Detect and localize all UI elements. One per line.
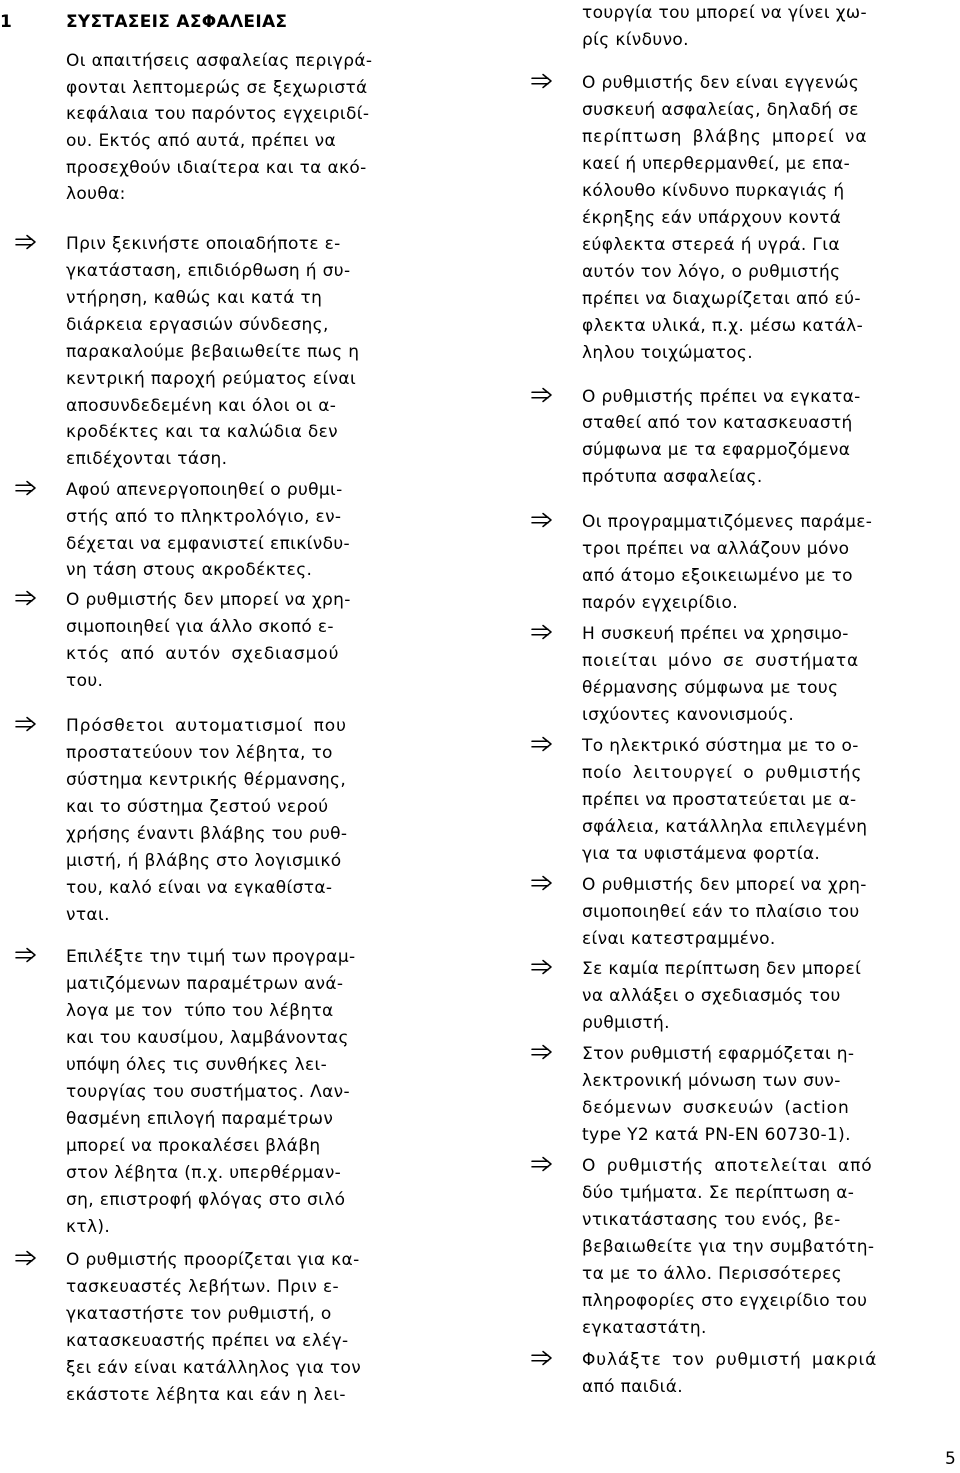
text-line: Ο ρυθμιστής δεν μπορεί να χρη- (582, 875, 867, 895)
text-line: σιμοποιηθεί εάν το πλαίσιο του (582, 902, 860, 922)
text-line: κτλ). (66, 1217, 111, 1237)
text-line: Πριν ξεκινήστε οποιαδήποτε ε- (66, 234, 341, 254)
text-line: Επιλέξτε την τιμή των προγραμ- (66, 947, 356, 967)
text-line: ση, επιστροφή φλόγας στο σιλό (66, 1190, 346, 1210)
text-line: γκατάσταση, επιδιόρθωση ή συ- (66, 261, 351, 281)
text-line: κατασκευαστής πρέπει να ελέγ- (66, 1331, 349, 1351)
text-line: ντήρηση, καθώς και κατά τη (66, 288, 323, 308)
double-arrow-right-icon (531, 1155, 555, 1173)
text-line: πρέπει να προστατεύεται με α- (582, 790, 857, 810)
text-line: και του καυσίμου, λαμβάνοντας (66, 1028, 349, 1048)
text-line: φλεκτα υλικά, π.χ. μέσω κατάλ- (582, 316, 864, 336)
double-arrow-right-icon (15, 946, 39, 964)
text-line: ου. Εκτός από αυτά, πρέπει να (66, 131, 337, 151)
double-arrow-right-icon (15, 1249, 39, 1267)
text-line: σύμφωνα με τα εφαρμοζόμενα (582, 440, 851, 460)
double-arrow-right-icon (531, 72, 555, 90)
text-line: του, καλό είναι να εγκαθίστα- (66, 878, 333, 898)
text-line: ματιζόμενων παραμέτρων ανά- (66, 974, 344, 994)
text-line: τασκευαστές λεβήτων. Πριν ε- (66, 1277, 340, 1297)
text-line: στής από το πληκτρολόγιο, εν- (66, 507, 342, 527)
double-arrow-right-icon (15, 479, 39, 497)
text-line: προστατεύουν τον λέβητα, το (66, 743, 333, 763)
text-line: Ο ρυθμιστής προορίζεται για κα- (66, 1250, 360, 1270)
text-line: ντικατάστασης του ενός, βε- (582, 1210, 841, 1230)
text-line: παρόν εγχειρίδιο. (582, 593, 738, 613)
text-line: κτός από αυτόν σχεδιασμού (66, 644, 340, 664)
text-line: εύφλεκτα στερεά ή υγρά. Για (582, 235, 840, 255)
text-line: κεντρική παροχή ρεύματος είναι (66, 369, 357, 389)
text-line: πρότυπα ασφαλείας. (582, 467, 763, 487)
text-line: σφάλεια, κατάλληλα επιλεγμένη (582, 817, 868, 837)
text-line: μιστή, ή βλάβης στο λογισμικό (66, 851, 342, 871)
text-line: παρακαλούμε βεβαιωθείτε πως η (66, 342, 360, 362)
text-line: κεφάλαια του παρόντος εγχειριδί- (66, 104, 370, 124)
text-line: ληλου τοιχώματος. (582, 343, 753, 363)
text-line: εγκαταστάτη. (582, 1318, 707, 1338)
text-line: θασμένη επιλογή παραμέτρων (66, 1109, 334, 1129)
text-line: Ο ρυθμιστής δεν είναι εγγενώς (582, 73, 860, 93)
double-arrow-right-icon (531, 386, 555, 404)
text-line: πληροφορίες στο εγχειρίδιο του (582, 1291, 868, 1311)
text-line: γκαταστήστε τον ρυθμιστή, ο (66, 1304, 332, 1324)
text-line: Ο ρυθμιστής αποτελείται από (582, 1156, 873, 1176)
double-arrow-right-icon (531, 1349, 555, 1367)
text-line: έκρηξης εάν υπάρχουν κοντά (582, 208, 842, 228)
text-line: δέχεται να εμφανιστεί επικίνδυ- (66, 534, 350, 554)
text-line: θέρμανσης σύμφωνα με τους (582, 678, 839, 698)
double-arrow-right-icon (15, 715, 39, 733)
text-line: κόλουθο κίνδυνο πυρκαγιάς ή (582, 181, 845, 201)
text-line: ρίς κίνδυνο. (582, 30, 689, 50)
double-arrow-right-icon (531, 511, 555, 529)
text-line: φονται λεπτομερώς σε ξεχωριστά (66, 78, 368, 98)
text-line: του. (66, 671, 104, 691)
text-line: κροδέκτες και τα καλώδια δεν (66, 422, 339, 442)
text-line: σύστημα κεντρικής θέρμανσης, (66, 770, 347, 790)
text-line: σιμοποιηθεί για άλλο σκοπό ε- (66, 617, 334, 637)
text-line: Αφού απενεργοποιηθεί ο ρυθμι- (66, 480, 343, 500)
text-line: Φυλάξτε τον ρυθμιστή μακριά (582, 1350, 878, 1370)
text-line: βεβαιωθείτε για την συμβατότη- (582, 1237, 875, 1257)
text-line: Ο ρυθμιστής πρέπει να εγκατα- (582, 387, 861, 407)
text-line: αποσυνδεδεμένη και όλοι οι α- (66, 396, 337, 416)
text-line: type Y2 κατά PN-EN 60730-1). (582, 1125, 851, 1145)
text-line: ρυθμιστή. (582, 1013, 670, 1033)
text-line: Ο ρυθμιστής δεν μπορεί να χρη- (66, 590, 351, 610)
double-arrow-right-icon (531, 874, 555, 892)
double-arrow-right-icon (531, 623, 555, 641)
text-line: ισχύοντες κανονισμούς. (582, 705, 795, 725)
double-arrow-right-icon (531, 958, 555, 976)
text-line: χρήσης έναντι βλάβης του ρυθ- (66, 824, 348, 844)
text-line: περίπτωση βλάβης μπορεί να (582, 127, 868, 147)
text-line: λογα με τον τύπο του λέβητα (66, 1001, 334, 1021)
text-line: εκάστοτε λέβητα και εάν η λει- (66, 1385, 346, 1405)
text-line: νται. (66, 905, 110, 925)
text-line: νη τάση στους ακροδέκτες. (66, 560, 313, 580)
text-line: λουθα: (66, 184, 126, 204)
text-line: υπόψη όλες τις συνθήκες λει- (66, 1055, 328, 1075)
text-line: Οι απαιτήσεις ασφαλείας περιγρά- (66, 51, 373, 71)
double-arrow-right-icon (531, 735, 555, 753)
text-line: προσεχθούν ιδιαίτερα και τα ακό- (66, 158, 367, 178)
text-line: διάρκεια εργασιών σύνδεσης, (66, 315, 329, 335)
text-line: συσκευή ασφαλείας, δηλαδή σε (582, 100, 859, 120)
text-line: τροι πρέπει να αλλάζουν μόνο (582, 539, 850, 559)
text-line: από άτομο εξοικειωμένο με το (582, 566, 853, 586)
text-line: λεκτρονική μόνωση των συν- (582, 1071, 841, 1091)
text-line: δύο τμήματα. Σε περίπτωση α- (582, 1183, 855, 1203)
text-line: Η συσκευή πρέπει να χρησιμο- (582, 624, 849, 644)
text-line: αυτόν τον λόγο, ο ρυθμιστής (582, 262, 841, 282)
text-line: μπορεί να προκαλέσει βλάβη (66, 1136, 321, 1156)
text-line: Οι προγραμματιζόμενες παράμε- (582, 512, 873, 532)
text-line: σταθεί από τον κατασκευαστή (582, 413, 853, 433)
section-title: ΣΥΣΤΑΣΕΙΣ ΑΣΦΑΛΕΙΑΣ (66, 12, 288, 32)
double-arrow-right-icon (15, 589, 39, 607)
text-line: Πρόσθετοι αυτοματισμοί που (66, 716, 347, 736)
text-line: Στον ρυθμιστή εφαρμόζεται η- (582, 1044, 855, 1064)
page-number: 5 (945, 1449, 956, 1469)
text-line: τουργία του μπορεί να γίνει χω- (582, 3, 867, 23)
double-arrow-right-icon (15, 233, 39, 251)
double-arrow-right-icon (531, 1043, 555, 1061)
text-line: Σε καμία περίπτωση δεν μπορεί (582, 959, 862, 979)
text-line: στον λέβητα (π.χ. υπερθέρμαν- (66, 1163, 342, 1183)
text-line: ποίο λειτουργεί ο ρυθμιστής (582, 763, 863, 783)
text-line: είναι κατεστραμμένο. (582, 929, 776, 949)
text-line: ποιείται μόνο σε συστήματα (582, 651, 860, 671)
text-line: ξει εάν είναι κατάλληλος για τον (66, 1358, 362, 1378)
text-line: και το σύστημα ζεστού νερού (66, 797, 329, 817)
text-line: τα με το άλλο. Περισσότερες (582, 1264, 843, 1284)
text-line: Το ηλεκτρικό σύστημα με το ο- (582, 736, 859, 756)
text-line: καεί ή υπερθερμανθεί, με επα- (582, 154, 851, 174)
section-number: 1 (0, 12, 13, 32)
text-line: τουργίας του συστήματος. Λαν- (66, 1082, 350, 1102)
text-line: επιδέχονται τάση. (66, 449, 228, 469)
text-line: πρέπει να διαχωρίζεται από εύ- (582, 289, 861, 309)
text-line: από παιδιά. (582, 1377, 684, 1397)
text-line: δεόμενων συσκευών (action (582, 1098, 850, 1118)
text-line: να αλλάξει ο σχεδιασμός του (582, 986, 841, 1006)
text-line: για τα υφιστάμενα φορτία. (582, 844, 821, 864)
